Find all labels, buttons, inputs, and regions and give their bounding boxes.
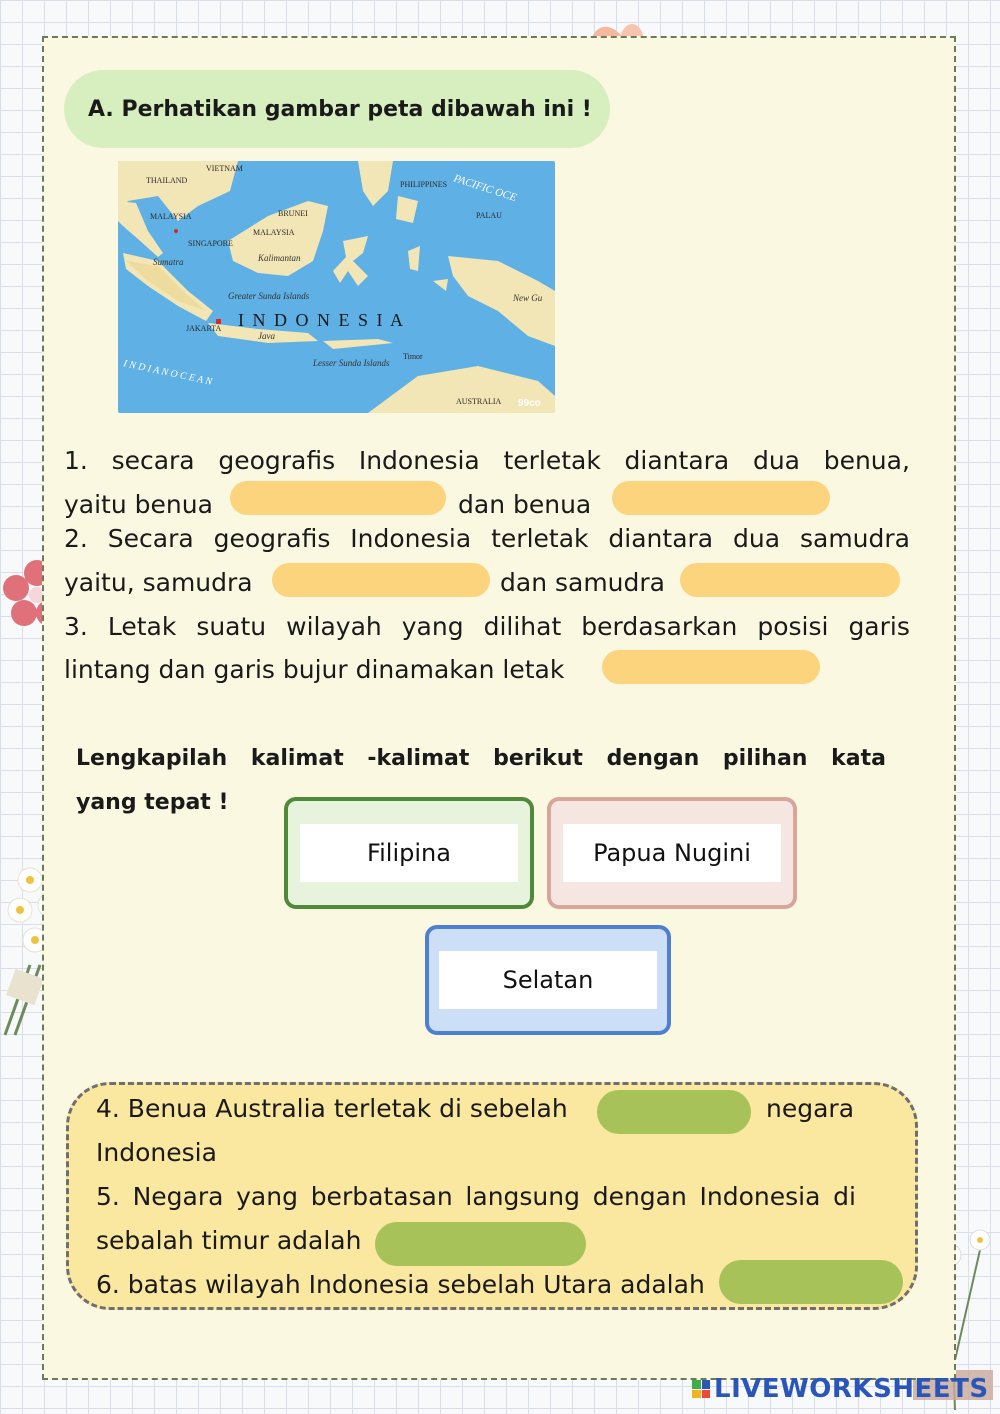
q5-word: berbatasan [310,1182,453,1211]
map-label-java: Java [258,331,275,341]
q3-word: dilihat [483,612,562,641]
question-1-line-1 [64,446,910,476]
word-card-selatan[interactable] [425,925,671,1035]
map-label-new-guinea: New Gu [513,293,543,303]
answer-blank-q2-samudra-1[interactable] [272,563,490,597]
map-label-thailand: THAILAND [146,176,188,185]
q1-word: dua [752,446,800,475]
instruction-word: -kalimat [367,746,470,771]
question-4-line-2: Indonesia [96,1138,217,1167]
word-card-label: Selatan [439,951,657,1009]
q1-word: Indonesia [358,446,480,475]
map-label-jakarta: JAKARTA [186,324,222,333]
q1-word: terletak [503,446,601,475]
q5-word: Negara [132,1182,224,1211]
question-2-line-2a: yaitu, samudra [64,568,253,597]
map-label-indian-ocean: I N D I A N O C E A N [122,358,214,388]
section-a-title: A. Perhatikan gambar peta dibawah ini ! [64,70,610,148]
word-card-filipina[interactable] [284,797,534,909]
map-label-timor: Timor [403,352,423,361]
question-2-line-2b: dan samudra [500,568,665,597]
map-label-vietnam: VIETNAM [206,164,243,173]
question-4-line-1b: negara [766,1094,855,1123]
map-label-sumatra: Sumatra [153,257,184,267]
q3-word: Letak [107,612,177,641]
question-4-line-1a: 4. Benua Australia terletak di sebelah [96,1094,568,1123]
q1-word: diantara [624,446,730,475]
q5-word: di [833,1182,856,1211]
indonesia-map [118,161,555,413]
answer-blank-q1-benua-1[interactable] [230,481,446,515]
map-label-philippines: PHILIPPINES [400,180,448,189]
question-5-line-1 [96,1182,856,1212]
question-5-line-2: sebalah timur adalah [96,1226,362,1255]
question-3-line-2: lintang dan garis bujur dinamakan letak [64,655,565,684]
map-label-malaysia-east: MALAYSIA [253,228,295,237]
q5-word: langsung [465,1182,580,1211]
word-card-label: Papua Nugini [563,824,781,882]
map-label-australia: AUSTRALIA [456,397,502,406]
q5-word: dengan [592,1182,687,1211]
answer-blank-q5[interactable] [375,1222,586,1266]
instruction-line-2: yang tepat ! [76,790,229,815]
q3-word: posisi [757,612,829,641]
map-label-malaysia-west: MALAYSIA [150,212,192,221]
q3-word: yang [401,612,464,641]
q3-word: suatu [196,612,267,641]
logo-text: LIVEWORKSHEETS [714,1374,989,1404]
q1-word: geografis [218,446,336,475]
q5-word: 5. [96,1182,120,1211]
q1-word: 1. [64,446,88,475]
liveworksheets-logo[interactable] [692,1374,989,1404]
q3-word: berdasarkan [581,612,738,641]
q5-word: Indonesia [699,1182,821,1211]
q2-word: terletak [491,524,589,553]
instruction-word: dengan [606,746,700,771]
map-label-brunei: BRUNEI [278,209,308,218]
answer-blank-q4[interactable] [597,1090,751,1134]
q2-word: geografis [213,524,331,553]
q2-word: samudra [799,524,910,553]
q2-word: 2. [64,524,88,553]
map-label-pacific: PACIFIC OCE [452,172,519,205]
map-label-palau: PALAU [476,211,502,220]
question-6: 6. batas wilayah Indonesia sebelah Utara adalah [96,1270,705,1299]
map-label-lesser-sunda: Lesser Sunda Islands [313,358,390,368]
instruction-line-1 [76,744,886,774]
instruction-word: kata [831,746,886,771]
map-label-kalimantan: Kalimantan [258,253,301,263]
q2-word: Indonesia [350,524,472,553]
instruction-word: pilihan [722,746,808,771]
question-1-line-2a: yaitu benua [64,490,213,519]
map-watermark: 99co [518,398,541,409]
q2-word: dua [733,524,781,553]
answer-blank-q2-samudra-2[interactable] [680,563,900,597]
question-2-line-1 [64,524,910,554]
answer-blank-q3-letak[interactable] [602,650,820,684]
q1-word: benua, [823,446,910,475]
q2-word: Secara [107,524,194,553]
instruction-word: kalimat [250,746,344,771]
instruction-word: Lengkapilah [76,746,228,771]
q2-word: diantara [608,524,714,553]
word-card-papua-nugini[interactable] [547,797,797,909]
q1-word: secara [111,446,195,475]
q3-word: wilayah [286,612,382,641]
liveworksheets-mark-icon [692,1380,710,1398]
word-card-label: Filipina [300,824,518,882]
q3-word: garis [848,612,910,641]
q3-word: 3. [64,612,88,641]
question-3-line-1 [64,612,910,642]
answer-blank-q6[interactable] [719,1260,903,1304]
instruction-word: berikut [493,746,583,771]
map-label-singapore: SINGAPORE [188,239,233,248]
map-label-greater-sunda: Greater Sunda Islands [228,291,310,301]
answer-blank-q1-benua-2[interactable] [612,481,830,515]
question-1-line-2b: dan benua [458,490,592,519]
map-label-indonesia: I N D O N E S I A [238,310,405,330]
q5-word: yang [236,1182,298,1211]
